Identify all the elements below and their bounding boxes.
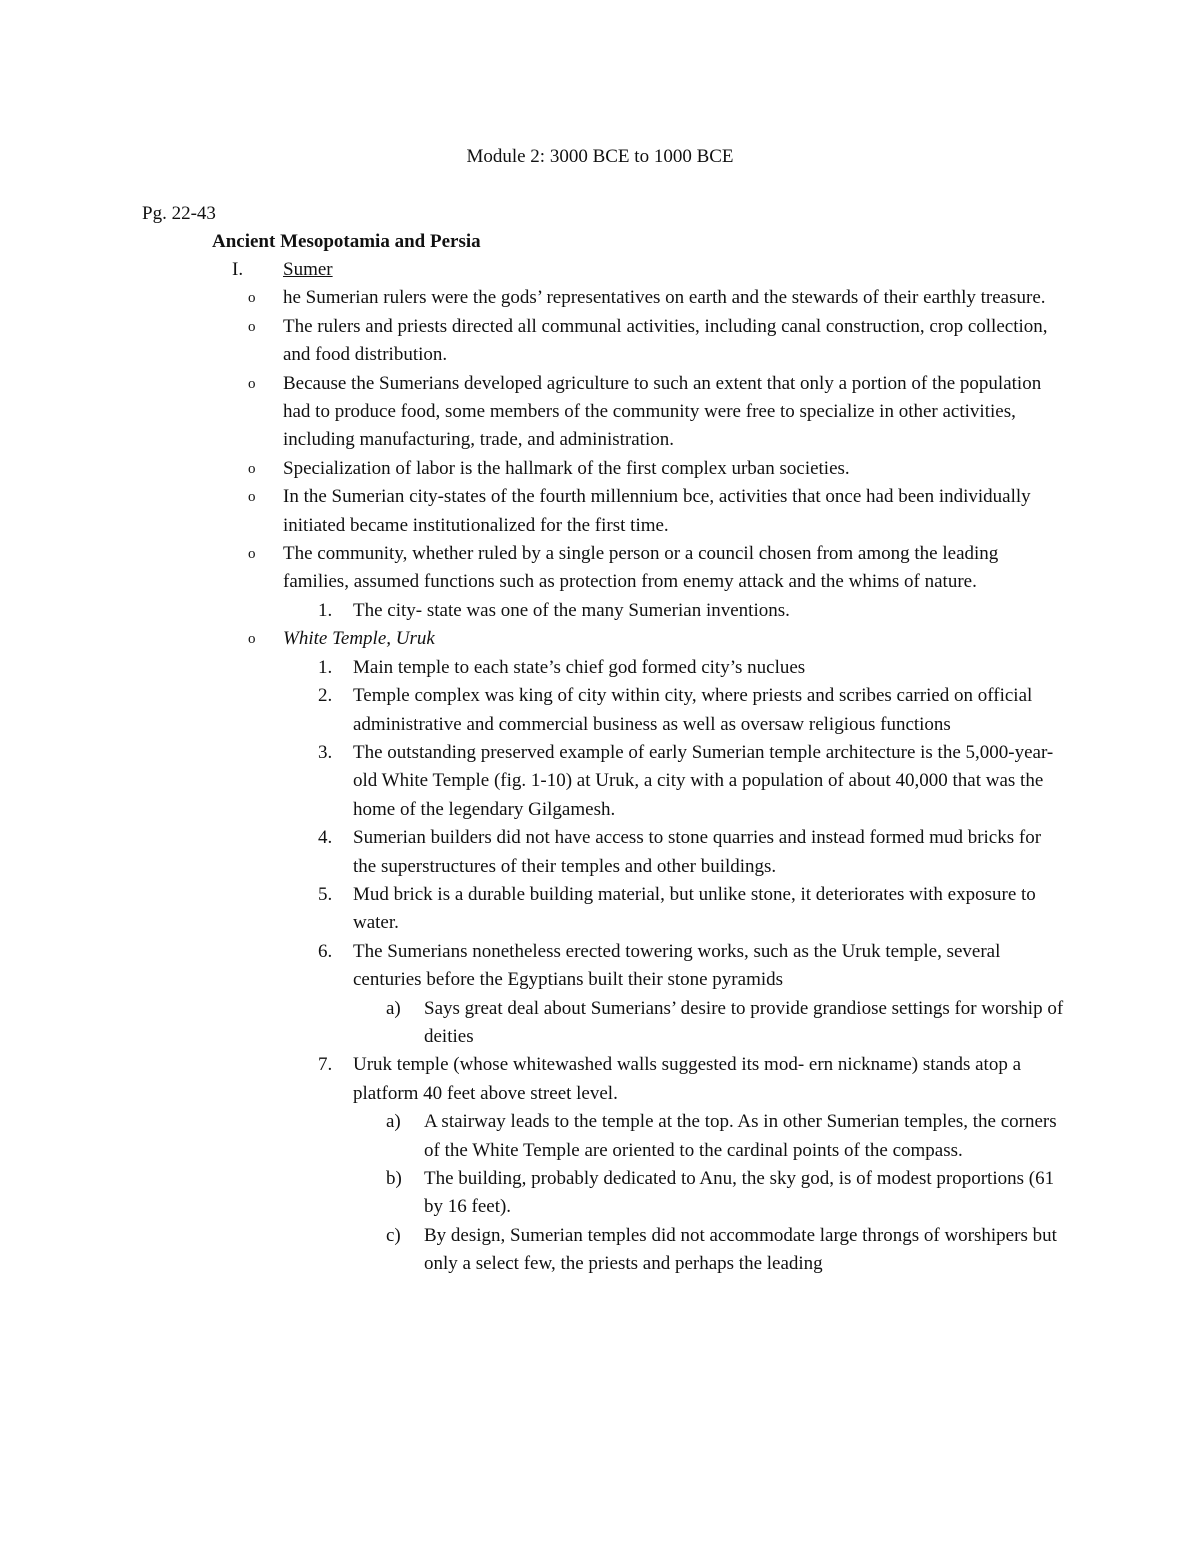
- numbered-item-text: Temple complex was king of city within city, where priests and scribes carried on official administrative and commercial business as well as oversaw religious functions: [353, 685, 1033, 735]
- lettered-item-text: Says great deal about Sumerians’ desire to provide grandiose settings for worship of deities: [424, 997, 1064, 1047]
- bullet-marker: o: [248, 318, 256, 335]
- roman-numeral: I.: [232, 259, 244, 280]
- letter-marker: a): [386, 1111, 401, 1133]
- list-item-text: The community, whether ruled by a single person or a council chosen from among the leading families, assumed functions such as protection from enemy attack and the whims of nature.: [283, 543, 999, 593]
- numbered-item-text: The Sumerians nonetheless erected towering works, such as the Uruk temple, several centuries before the Egyptians built their stone pyramids: [353, 940, 1001, 991]
- outline-section: [0, 256, 1200, 284]
- letter-marker: b): [386, 1168, 402, 1189]
- list-item: [0, 313, 1200, 370]
- numbered-item-text: Sumerian builders did not have access to stone quarries and instead formed mud bricks for the superstructures of their temples and other buildings.: [353, 827, 1042, 877]
- lettered-item: [0, 1108, 1200, 1165]
- lettered-item-text: By design, Sumerian temples did not accommodate large throngs of worshipers but only a select few, the priests and perhaps the leading: [424, 1224, 1057, 1275]
- list-item-text: he Sumerian rulers were the gods’ representatives on earth and the stewards of their earthly treasure.: [283, 287, 1046, 309]
- bullet-marker: o: [248, 290, 256, 307]
- numbered-item: [0, 682, 1200, 739]
- number-marker: 1.: [318, 599, 333, 621]
- numbered-item-text: Mud brick is a durable building material, but unlike stone, it deteriorates with exposure to water.: [353, 883, 1036, 934]
- list-item-text: In the Sumerian city-states of the fourth millennium bce, activities that once had been individually initiated became institutionalized for the first time.: [283, 486, 1031, 536]
- section-heading: Ancient Mesopotamia and Persia: [212, 231, 481, 252]
- section-label: Sumer: [283, 259, 333, 280]
- list-item: [0, 370, 1200, 455]
- number-marker: 3.: [318, 741, 333, 763]
- number-marker: 6.: [318, 940, 333, 962]
- numbered-item-text: The city- state was one of the many Sumerian inventions.: [353, 599, 790, 621]
- list-item-text: Because the Sumerians developed agriculture to such an extent that only a portion of the population had to produce food, some members of the community were free to specialize in other activities, including manufacturing, trade, and administration.: [283, 372, 1042, 451]
- numbered-item-text: Uruk temple (whose whitewashed walls suggested its mod- ern nickname) stands atop a platform 40 feet above street level.: [353, 1054, 1022, 1104]
- outline: [0, 256, 1200, 1279]
- bullet-marker: o: [248, 375, 256, 392]
- bullet-marker: o: [248, 489, 256, 506]
- document-title: Module 2: 3000 BCE to 1000 BCE: [466, 146, 734, 167]
- list-item: [0, 284, 1200, 312]
- lettered-item: [0, 1222, 1200, 1279]
- list-item: [0, 455, 1200, 483]
- numbered-item: [0, 938, 1200, 995]
- bullet-marker: o: [248, 460, 256, 477]
- list-item-text: Specialization of labor is the hallmark of the first complex urban societies.: [283, 457, 850, 479]
- number-marker: 4.: [318, 827, 333, 849]
- bullet-marker: o: [248, 546, 256, 563]
- bullet-marker: o: [248, 631, 256, 648]
- letter-marker: a): [386, 997, 401, 1019]
- list-item-text: The rulers and priests directed all communal activities, including canal construction, crop collection, and food distribution.: [283, 315, 1048, 366]
- lettered-item-text: The building, probably dedicated to Anu, the sky god, is of modest proportions (61 by 16 feet).: [424, 1168, 1055, 1218]
- numbered-item: [0, 1051, 1200, 1108]
- letter-marker: c): [386, 1224, 401, 1246]
- number-marker: 2.: [318, 685, 333, 707]
- number-marker: 5.: [318, 883, 333, 905]
- number-marker: 7.: [318, 1054, 333, 1076]
- lettered-item: [0, 1165, 1200, 1222]
- numbered-item: [0, 654, 1200, 682]
- list-item-text: White Temple, Uruk: [283, 628, 435, 650]
- number-marker: 1.: [318, 656, 333, 678]
- page-range: Pg. 22-43: [142, 203, 216, 224]
- list-item: [0, 483, 1200, 540]
- numbered-item-text: Main temple to each state’s chief god formed city’s nuclues: [353, 656, 806, 678]
- numbered-item: [0, 881, 1200, 938]
- list-item: [0, 540, 1200, 597]
- numbered-item: [0, 739, 1200, 824]
- numbered-item-text: The outstanding preserved example of early Sumerian temple architecture is the 5,000-year-old White Temple (fig. 1-10) at Uruk, a city with a population of about 40,000 that was the home of the legendary Gilgamesh.: [353, 741, 1054, 820]
- list-item: [0, 625, 1200, 653]
- lettered-item-text: A stairway leads to the temple at the top. As in other Sumerian temples, the corners of the White Temple are oriented to the cardinal points of the compass.: [424, 1111, 1057, 1161]
- numbered-item: [0, 824, 1200, 881]
- lettered-item: [0, 995, 1200, 1052]
- numbered-item: [0, 597, 1200, 625]
